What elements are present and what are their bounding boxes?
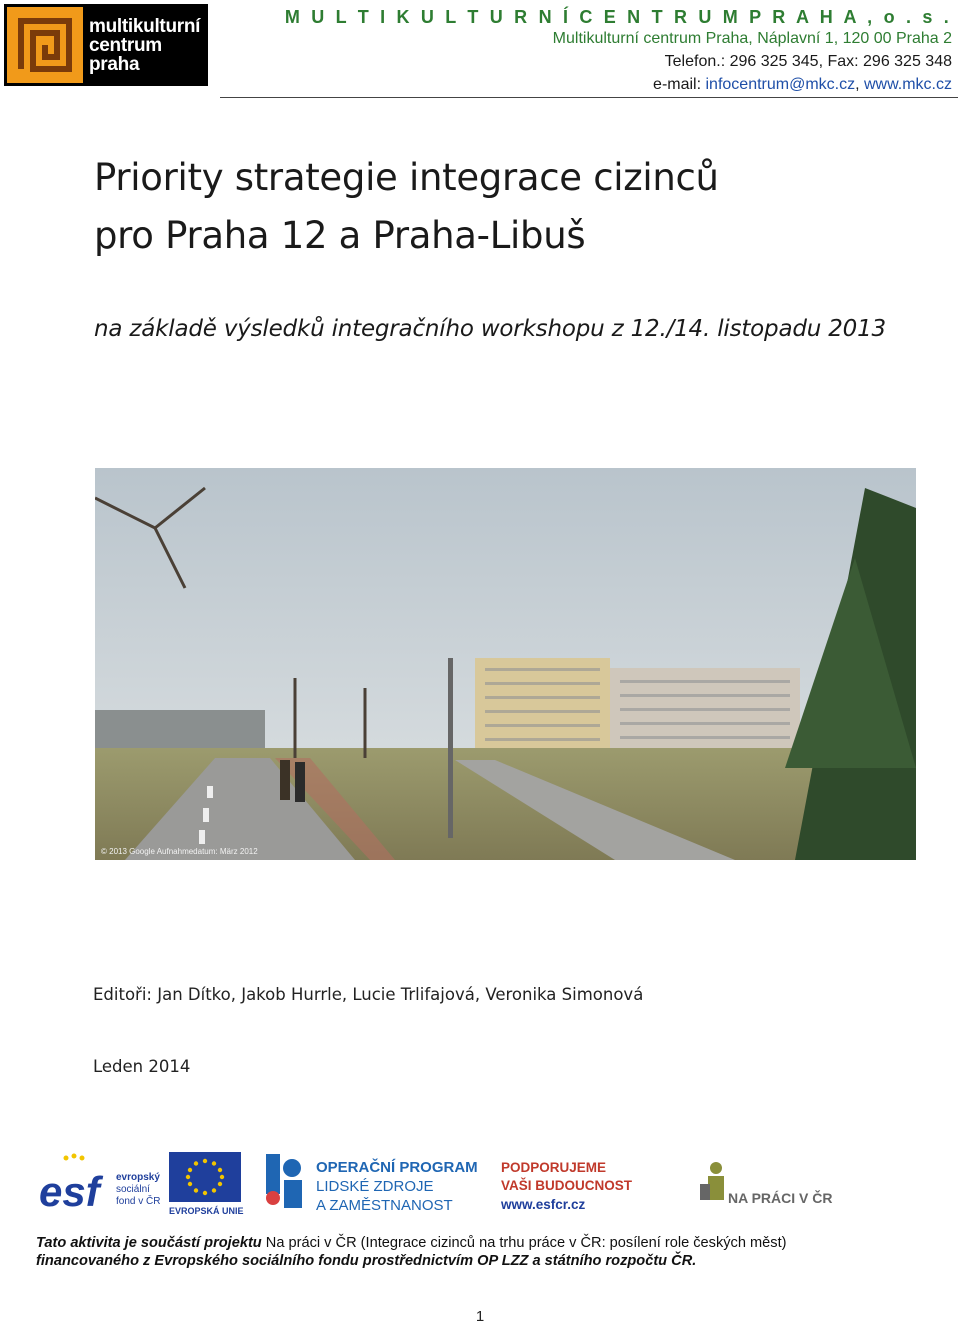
support-slogan — [500, 1160, 633, 1212]
op-line-3: A ZAMĚSTNANOST — [316, 1197, 453, 1214]
org-address: Multikulturní centrum Praha, Náplavní 1, 120 00 Praha 2 — [552, 30, 952, 47]
sponsor-logos — [36, 1148, 936, 1218]
op-line-1: OPERAČNÍ PROGRAM — [316, 1159, 478, 1176]
org-title: M U L T I K U L T U R N Í C E N T R U M P R A H A , o . s . — [284, 7, 952, 27]
eu-label: EVROPSKÁ UNIE — [169, 1206, 244, 1216]
logo-line-3: praha — [89, 53, 140, 75]
web-link[interactable]: www.mkc.cz — [864, 76, 952, 93]
mkc-logo — [4, 4, 208, 86]
org-contact — [653, 76, 952, 94]
footer-line-2: financovaného z Evropského sociálního fondu prostřednictvím OP LZZ a státního rozpočtu ČR. — [36, 1253, 697, 1269]
eu-flag-icon — [169, 1152, 244, 1216]
footer-rest: Na práci v ČR (Integrace cizinců na trhu práce v ČR: posílení role českých měst) — [261, 1235, 787, 1251]
doc-title-line-1: Priority strategie integrace cizinců — [94, 156, 719, 199]
contact-separator: , — [855, 76, 864, 93]
doc-title-line-2: pro Praha 12 a Praha-Libuš — [94, 214, 586, 257]
esf-line-2: sociální — [116, 1184, 150, 1195]
spiral-logo-icon — [7, 7, 83, 83]
date-line: Leden 2014 — [93, 1057, 191, 1076]
email-link[interactable]: infocentrum@mkc.cz — [705, 76, 856, 93]
support-line-3: www.esfcr.cz — [501, 1197, 586, 1212]
editors-line: Editoři: Jan Dítko, Jakob Hurrle, Lucie Trlifajová, Veronika Simonová — [93, 985, 644, 1004]
support-line-2: VAŠI BUDOUCNOST — [501, 1178, 633, 1193]
logo-line-2: centrum — [89, 34, 162, 56]
logo-line-1: multikulturní — [89, 15, 201, 37]
email-prefix: e-mail: — [653, 76, 706, 93]
footer-line-1 — [36, 1234, 936, 1252]
esf-logo — [39, 1154, 160, 1216]
support-line-1: PODPORUJEME — [501, 1160, 607, 1175]
op-lzz-logo — [266, 1154, 478, 1214]
esf-line-3: fond v ČR — [116, 1196, 161, 1207]
doc-subtitle: na základě výsledků integračního workshopu z 12./14. listopadu 2013 — [94, 316, 886, 342]
svg-text:esf: esf — [39, 1168, 100, 1215]
header-rule — [220, 97, 958, 98]
footer-note — [36, 1234, 936, 1270]
op-line-2: LIDSKÉ ZDROJE — [316, 1178, 434, 1195]
project-label: NA PRÁCI V ČR — [728, 1190, 833, 1206]
na-praci-logo — [700, 1162, 833, 1206]
page-number: 1 — [475, 1308, 485, 1325]
logo-wordmark — [89, 17, 200, 74]
org-phone: Telefon.: 296 325 345, Fax: 296 325 348 — [664, 53, 952, 70]
photo-caption: © 2013 Google Aufnahmedatum: März 2012 — [101, 847, 258, 856]
street-photo — [95, 468, 916, 860]
esf-line-1: evropský — [116, 1172, 160, 1183]
footer-lead: Tato aktivita je součástí projektu — [36, 1235, 262, 1251]
